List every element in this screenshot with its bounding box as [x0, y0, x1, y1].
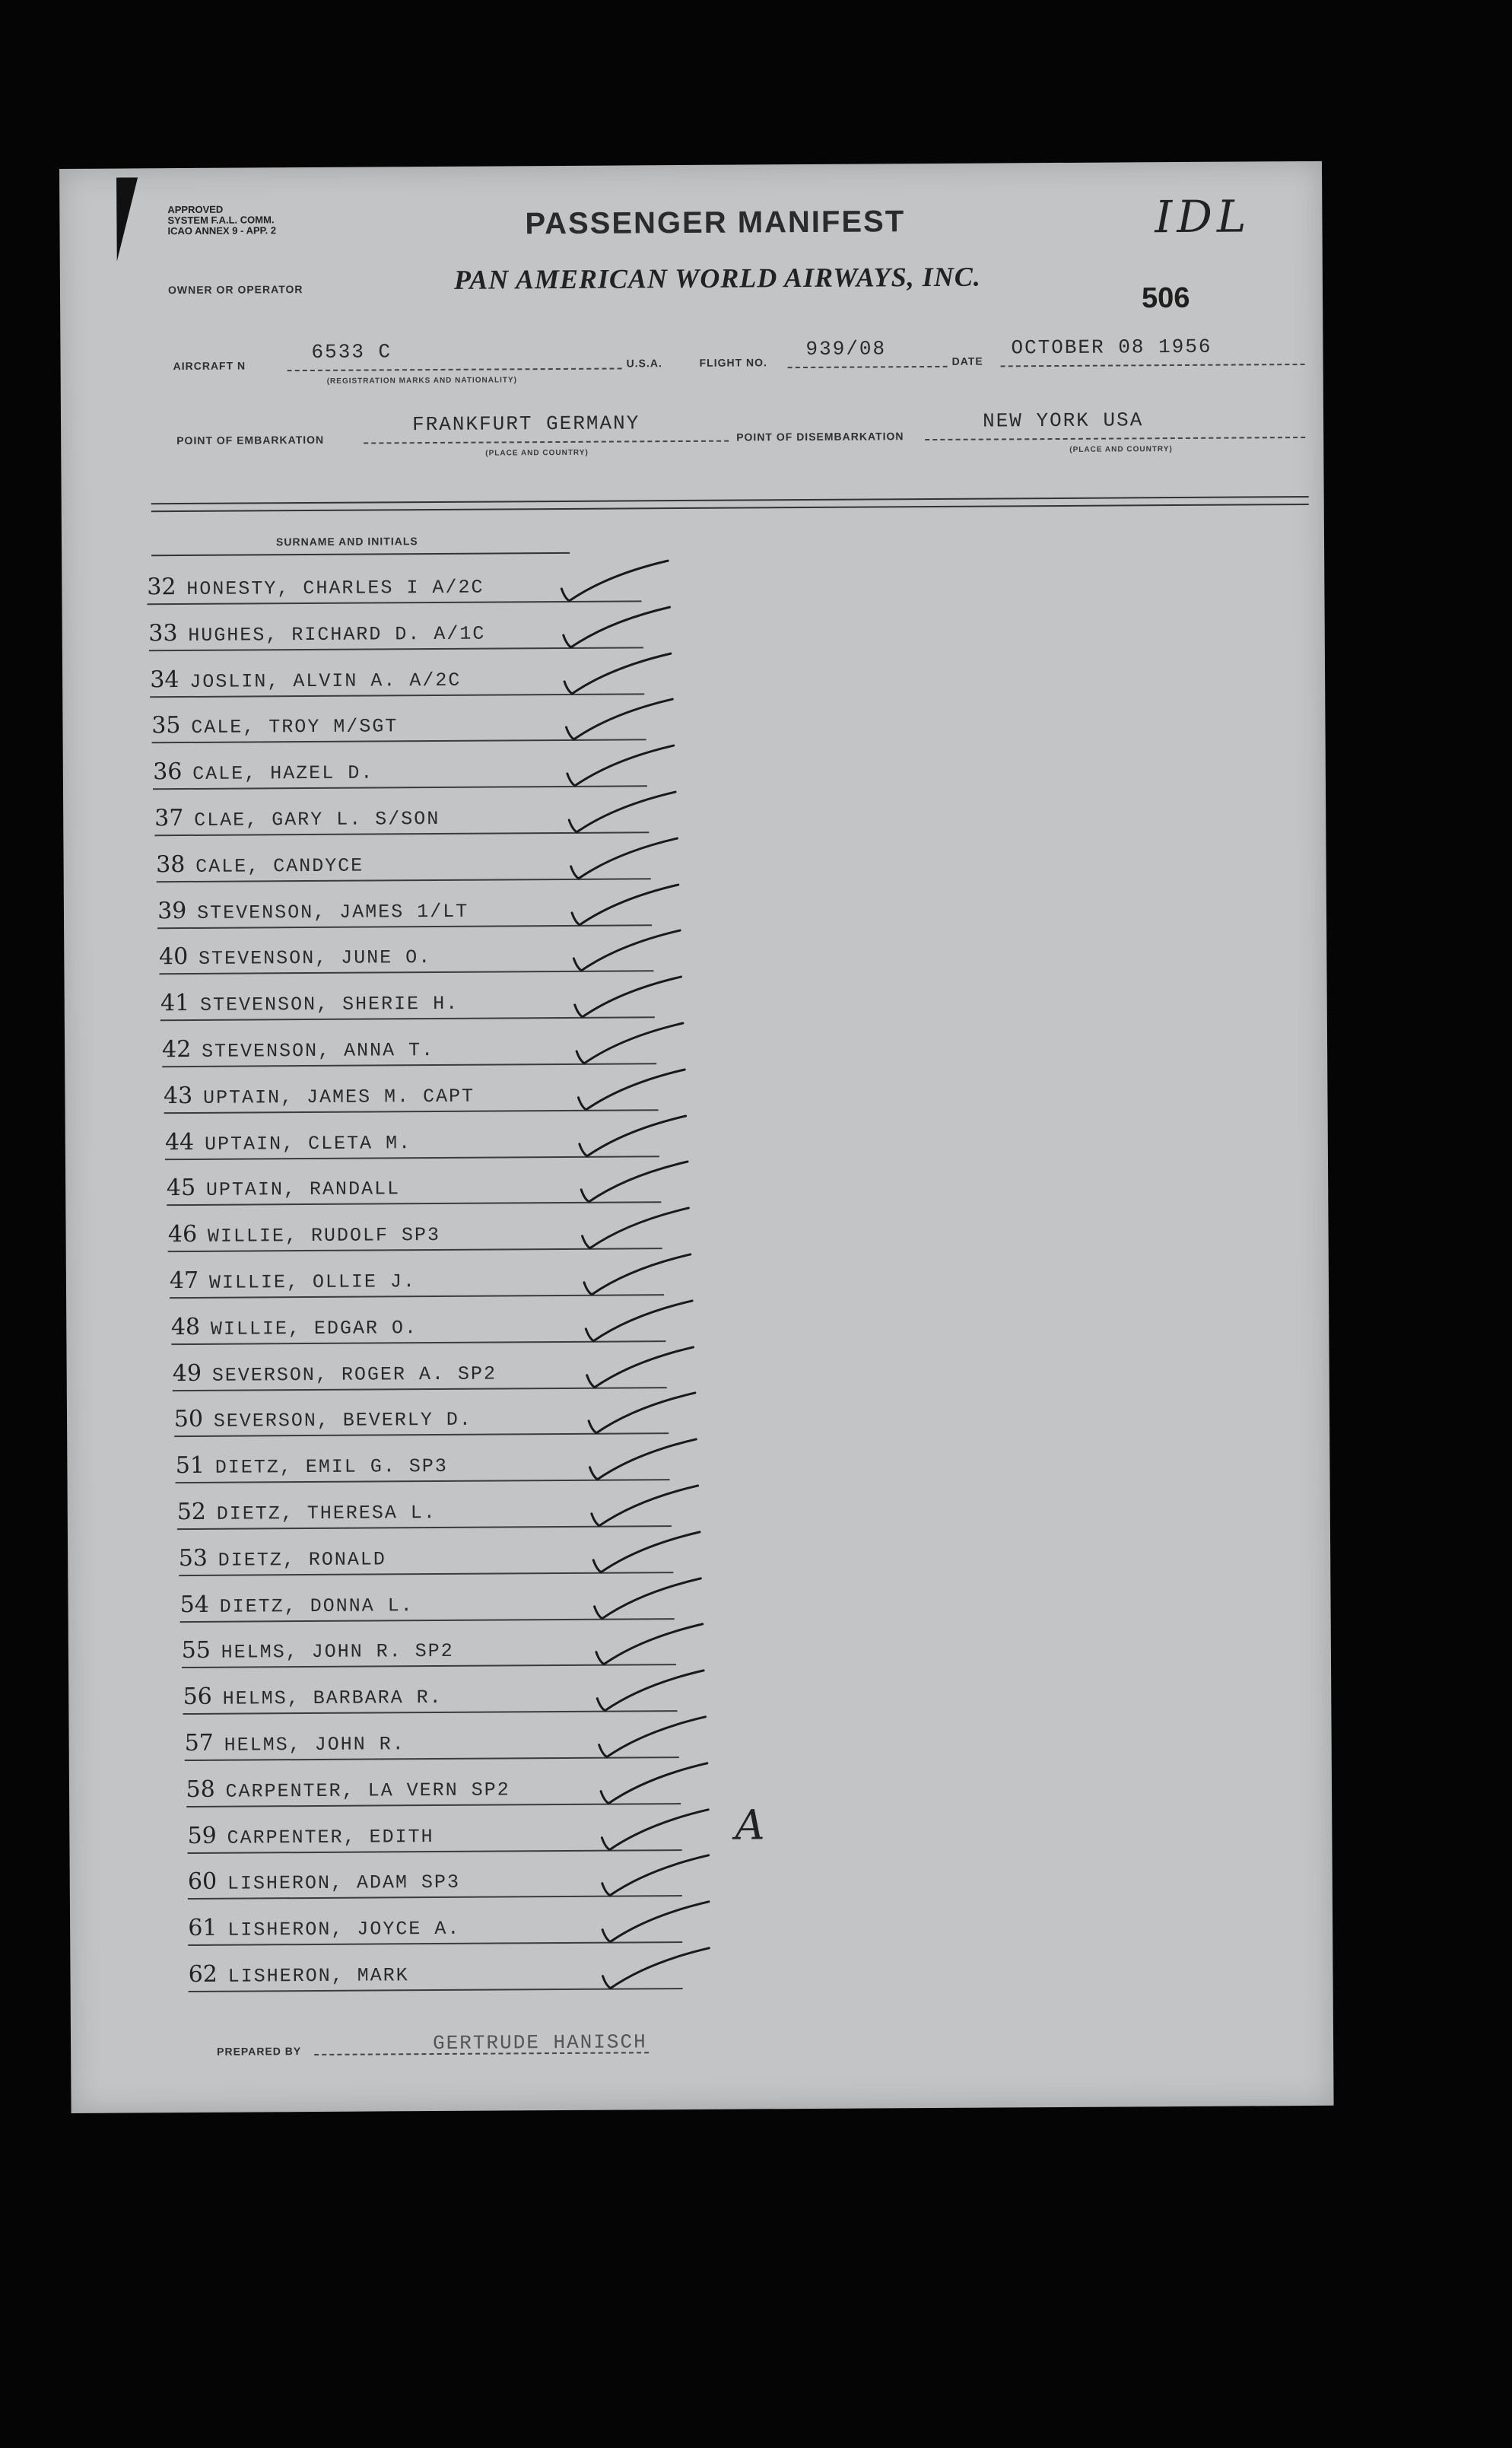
table-row: [157, 885, 652, 932]
table-row: [162, 1023, 656, 1070]
aircraft-value: 6533 C: [311, 340, 392, 364]
checkmark-icon: [594, 1807, 739, 1854]
checkmark-icon: [569, 1022, 713, 1068]
embarkation-value: FRANKFURT GERMANY: [411, 412, 640, 437]
checkmark-icon: [595, 1900, 739, 1947]
row-number: 50: [173, 1406, 204, 1433]
table-row: [189, 1948, 683, 1995]
row-number: 35: [151, 712, 181, 739]
separator-rule: [151, 504, 1309, 512]
table-row: [171, 1301, 665, 1348]
column-header-rule: [151, 552, 570, 556]
disembarkation-caption: (PLACE AND COUNTRY): [1069, 445, 1173, 454]
checkmark-icon: [580, 1345, 724, 1391]
passenger-name: UPTAIN, CLETA M.: [204, 1131, 412, 1156]
approval-block: [167, 204, 276, 237]
passenger-name: DIETZ, EMIL G. SP3: [214, 1455, 448, 1479]
row-number: 55: [181, 1637, 211, 1664]
handwritten-mark: A: [735, 1800, 765, 1849]
row-number: 58: [186, 1776, 215, 1803]
row-number: 49: [172, 1359, 202, 1387]
approval-line: SYSTEM F.A.L. COMM.: [167, 214, 275, 227]
table-row: [164, 1070, 658, 1117]
table-row: [147, 561, 641, 608]
checkmark-icon: [581, 1391, 726, 1438]
checkmark-icon: [583, 1438, 727, 1484]
checkmark-icon: [555, 606, 700, 652]
row-number: 40: [159, 943, 189, 971]
passenger-name: CLAE, GARY L. S/SON: [194, 807, 440, 831]
passenger-name: WILLIE, EDGAR O.: [210, 1316, 418, 1340]
row-number: 39: [157, 897, 187, 924]
checkmark-icon: [586, 1530, 730, 1576]
prepared-value: GERTRUDE HANISCH: [432, 2030, 647, 2055]
passenger-name: CARPENTER, LA VERN SP2: [225, 1779, 510, 1803]
page-title: PASSENGER MANIFEST: [525, 205, 906, 241]
table-row: [160, 977, 655, 1024]
passenger-name: CALE, CANDYCE: [195, 854, 364, 878]
row-number: 52: [176, 1498, 207, 1526]
checkmark-icon: [578, 1299, 723, 1345]
flight-label: FLIGHT NO.: [699, 356, 767, 369]
row-number: 33: [148, 619, 178, 647]
disembarkation-field-line: [925, 437, 1305, 440]
passenger-name: LISHERON, MARK: [227, 1964, 409, 1988]
checkmark-icon: [591, 1715, 735, 1762]
passenger-name: STEVENSON, ANNA T.: [202, 1039, 435, 1063]
passenger-name: WILLIE, OLLIE J.: [208, 1270, 417, 1294]
passenger-name: HUGHES, RICHARD D. A/1C: [188, 622, 486, 647]
checkmark-icon: [595, 1947, 739, 1993]
passenger-name: UPTAIN, JAMES M. CAPT: [202, 1085, 475, 1109]
checkmark-icon: [589, 1669, 734, 1715]
table-row: [167, 1162, 661, 1210]
table-row: [180, 1578, 675, 1626]
disembarkation-label: POINT OF DISEMBARKATION: [736, 430, 904, 444]
row-number: 43: [163, 1082, 193, 1109]
row-number: 56: [183, 1683, 212, 1711]
passenger-name: DIETZ, THERESA L.: [216, 1502, 437, 1525]
passenger-name: DIETZ, RONALD: [218, 1548, 386, 1572]
table-row: [188, 1855, 682, 1903]
table-row: [176, 1439, 670, 1486]
checkmark-icon: [564, 882, 709, 929]
embarkation-label: POINT OF EMBARKATION: [176, 433, 325, 447]
row-number: 62: [188, 1960, 218, 1989]
column-header: SURNAME AND INITIALS: [275, 535, 418, 548]
passenger-name: JOSLIN, ALVIN A. A/2C: [189, 669, 462, 693]
embarkation-caption: (PLACE AND COUNTRY): [485, 448, 589, 458]
disembarkation-value: NEW YORK USA: [982, 409, 1144, 433]
carrier-name: PAN AMERICAN WORLD AIRWAYS, INC.: [453, 261, 981, 295]
table-row: [153, 746, 647, 793]
checkmark-icon: [587, 1576, 732, 1623]
date-field-line: [1001, 364, 1305, 367]
checkmark-icon: [584, 1484, 729, 1531]
row-number: 48: [170, 1313, 201, 1340]
table-row: [179, 1532, 673, 1579]
row-number: 61: [188, 1914, 218, 1942]
passenger-name: LISHERON, JOYCE A.: [227, 1918, 461, 1941]
approval-line: APPROVED: [167, 203, 224, 216]
checkmark-icon: [561, 790, 706, 837]
checkmark-icon: [573, 1160, 718, 1207]
staple-mark: [116, 177, 149, 261]
row-number: 41: [160, 990, 190, 1017]
checkmark-icon: [557, 651, 701, 698]
table-row: [177, 1486, 672, 1533]
table-row: [182, 1624, 676, 1671]
checkmark-icon: [567, 975, 712, 1022]
registration-caption: (REGISTRATION MARKS AND NATIONALITY): [326, 376, 517, 386]
checkmark-icon: [595, 1854, 739, 1900]
passenger-name: STEVENSON, JUNE O.: [199, 946, 432, 971]
passenger-name: HELMS, JOHN R. SP2: [221, 1640, 454, 1664]
usa-label: U.S.A.: [626, 357, 662, 370]
page-number: 506: [1141, 281, 1190, 315]
passenger-name: HELMS, JOHN R.: [224, 1733, 405, 1757]
row-number: 34: [150, 666, 179, 693]
checkmark-icon: [572, 1114, 716, 1160]
checkmark-icon: [588, 1623, 732, 1669]
date-label: DATE: [951, 354, 983, 367]
passenger-name: STEVENSON, SHERIE H.: [200, 993, 459, 1017]
passenger-name: WILLIE, RUDOLF SP3: [207, 1224, 441, 1248]
embarkation-field-line: [364, 440, 729, 444]
row-number: 53: [178, 1544, 208, 1572]
passenger-name: CALE, HAZEL D.: [192, 761, 374, 786]
checkmark-icon: [577, 1253, 721, 1299]
table-row: [183, 1671, 677, 1718]
table-row: [184, 1717, 678, 1764]
checkmark-icon: [570, 1068, 715, 1114]
table-row: [173, 1347, 667, 1394]
prepared-label: PREPARED BY: [217, 2045, 302, 2058]
manifest-page: [59, 161, 1334, 2113]
passenger-name: DIETZ, DONNA L.: [219, 1594, 414, 1618]
passenger-name: CARPENTER, EDITH: [227, 1825, 434, 1849]
table-row: [156, 838, 650, 885]
passenger-name: UPTAIN, RANDALL: [205, 1178, 401, 1202]
passenger-name: LISHERON, ADAM SP3: [227, 1871, 461, 1896]
passenger-name: SEVERSON, BEVERLY D.: [213, 1409, 473, 1433]
passenger-name: STEVENSON, JAMES 1/LT: [197, 900, 469, 924]
checkmark-icon: [575, 1207, 719, 1253]
row-number: 47: [169, 1267, 199, 1295]
passenger-name: HONESTY, CHARLES I A/2C: [186, 576, 484, 600]
table-row: [170, 1254, 664, 1302]
separator-rule: [151, 496, 1309, 504]
flight-field-line: [788, 366, 948, 368]
aircraft-field-line: [287, 367, 622, 371]
handwritten-code: IDL: [1155, 190, 1251, 243]
table-row: [151, 700, 646, 747]
table-row: [148, 607, 643, 654]
table-row: [154, 792, 649, 839]
row-number: 59: [187, 1822, 217, 1849]
owner-label: OWNER OR OPERATOR: [167, 283, 303, 297]
table-row: [168, 1208, 662, 1255]
row-number: 44: [164, 1128, 195, 1156]
table-row: [186, 1763, 680, 1811]
checkmark-icon: [566, 929, 710, 975]
passenger-name: HELMS, BARBARA R.: [222, 1687, 443, 1710]
row-number: 54: [179, 1591, 210, 1618]
checkmark-icon: [558, 698, 703, 744]
approval-line: ICAO ANNEX 9 - APP. 2: [167, 224, 277, 237]
checkmark-icon: [554, 559, 698, 606]
table-row: [159, 931, 653, 978]
table-row: [165, 1116, 659, 1163]
row-number: 46: [167, 1221, 198, 1248]
row-number: 45: [166, 1175, 196, 1202]
table-row: [174, 1394, 669, 1441]
aircraft-label: AIRCRAFT N: [173, 359, 246, 373]
date-value: OCTOBER 08 1956: [1011, 335, 1212, 360]
row-number: 42: [161, 1035, 192, 1063]
row-number: 57: [184, 1729, 214, 1757]
checkmark-icon: [560, 744, 704, 790]
flight-value: 939/08: [805, 337, 887, 361]
row-number: 32: [147, 574, 176, 601]
row-number: 60: [187, 1868, 218, 1896]
table-row: [187, 1800, 765, 1857]
table-row: [188, 1902, 682, 1949]
checkmark-icon: [563, 837, 707, 883]
passenger-name: SEVERSON, ROGER A. SP2: [211, 1362, 497, 1387]
passenger-name: CALE, TROY M/SGT: [191, 715, 399, 739]
row-number: 37: [154, 805, 184, 832]
checkmark-icon: [592, 1761, 737, 1807]
table-row: [150, 653, 644, 701]
row-number: 38: [156, 850, 186, 879]
row-number: 36: [153, 758, 183, 786]
row-number: 51: [175, 1452, 205, 1480]
